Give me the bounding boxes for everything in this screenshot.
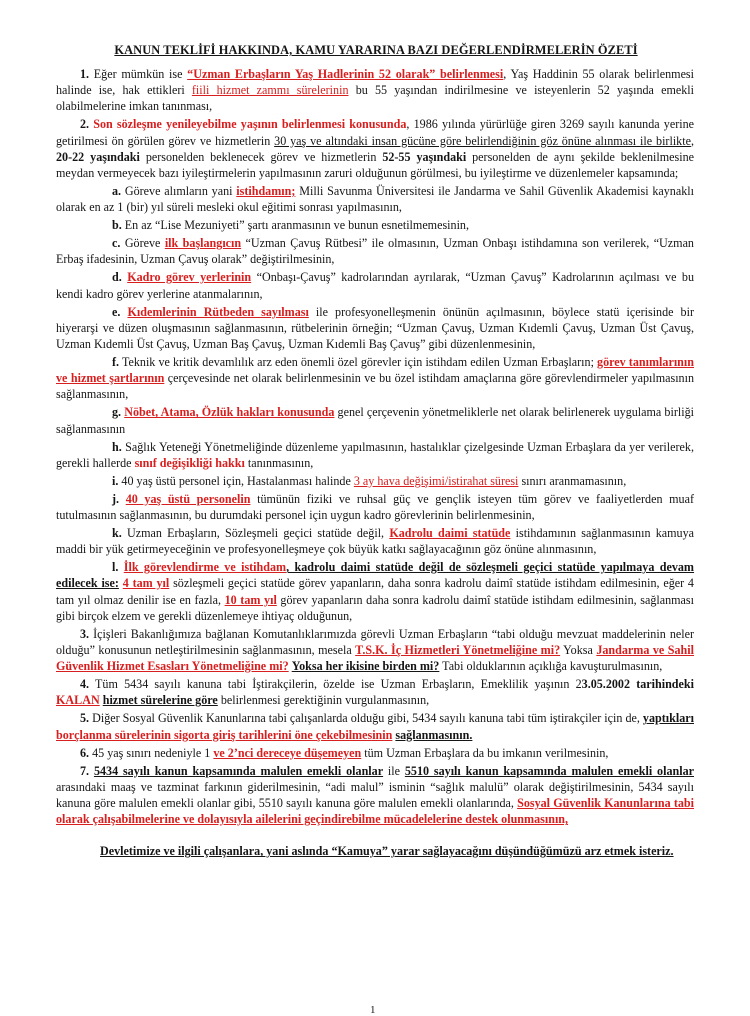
paragraph — [56, 269, 694, 301]
text-run: f. — [112, 355, 120, 370]
text-run: çerçevesinde net olarak belirlenmesinin ve bu özel istihdam amaçlarına göre görevlendirmeler yapılmasının sağlanmasının, — [56, 371, 695, 402]
text-run: belirlenmesi gerektiğinin vurgulanmasının, — [217, 693, 430, 708]
highlighted-text: ilk başlangıcın — [164, 236, 242, 251]
text-run: 7. — [80, 763, 90, 778]
text-run: sağlanmasının. — [395, 727, 473, 742]
text-run: 45 yaş sınırı nedeniyle 1 — [89, 745, 214, 760]
text-run: 2. — [80, 117, 90, 132]
text-run: , — [690, 133, 694, 148]
text-run: bu 55 yaşından indirilmesine ve isteyenlerin 52 yaşında emekli olabilmelerine imkan tanınması, — [56, 83, 695, 114]
text-run: yaptıkları — [642, 711, 694, 726]
text-run: “Onbaşı-Çavuş” kadrolarından ayrılarak, “Uzman Çavuş” Kadrolarının açılması ve bu kendi kadro görev yerlerine atanmalarının, — [56, 270, 694, 301]
text-run: istihdamının sağlanmasının kamuya maddi bir yük getirmeyeceğinin ve profesyonelleşmeye çok büyük katkı sağlayacağının göz önüne alınmasının, — [56, 526, 694, 557]
highlighted-text: KALAN — [56, 693, 100, 708]
text-run: Milli Savunma Üniversitesi ile Jandarma ve Sahil Güvenlik Akademisi kaynaklı olarak en az 1 (bir) yıl süreli mesleki okul eğitimi sonrası yapılmasının, — [56, 184, 694, 215]
text-run — [119, 492, 126, 506]
text-run: , kadrolu daimi statüde değil de sözleşmeli geçici statüde yapılmaya devam edilecek ise: — [56, 560, 695, 591]
text-run: 3.05.2002 tarihindeki — [581, 677, 694, 692]
text-run: b. — [112, 218, 122, 233]
page-number: 1 — [370, 1004, 376, 1016]
paragraph — [56, 763, 694, 828]
text-run: tanınmasının, — [244, 455, 314, 470]
text-run: ile — [383, 763, 405, 778]
paragraph — [56, 745, 694, 761]
highlighted-text: 3 ay hava değişimi/istirahat süresi — [353, 473, 519, 488]
text-run: Yoksa — [560, 643, 597, 658]
paragraph — [56, 183, 694, 215]
highlighted-text: ve 2’nci dereceye düşemeyen — [213, 745, 362, 760]
text-run: Göreve alımların yani — [121, 184, 237, 199]
text-run: Yoksa her ikisine birden mi? — [291, 659, 440, 674]
closing-statement: Devletimize ve ilgili çalışanlara, yani aslında “Kamuya” yarar sağlayacağını düşündüğümüzü arz etmek isteriz. — [100, 844, 674, 859]
text-run: c. — [112, 236, 121, 251]
text-run: genel çerçevenin yönetmeliklerle net olarak belirlenerek uygulama birliği sağlanmasının — [56, 405, 694, 436]
highlighted-text: fiili hizmet zammı sürelerinin — [191, 83, 349, 98]
highlighted-text: İlk görevlendirme ve istihdam — [123, 560, 287, 575]
text-run: k. — [112, 526, 122, 541]
highlighted-text: sınıf değişikliği hakkı — [134, 455, 245, 470]
text-run: 5. — [80, 711, 90, 726]
text-run: g. — [112, 405, 122, 420]
text-run: i. — [112, 473, 119, 488]
text-run: j. — [112, 491, 120, 506]
text-run: ile profesyonelleşmenin önünün açılmasının, böylece statü içerisinde bir hiyerarşi ve düzen oluşmasının sağlanmasının, rütbelerinin örneğin; “Uzman Çavuş, Uzman Kıdemli Çavuş, Uzman Üst Çavuş, Uzman Kıdemli Üst Çavuş, Uzman Baş Çavuş, Uzman Kıdemli Baş Çavuş” gibi düzenlenmesinin, — [56, 304, 694, 352]
paragraph — [56, 439, 694, 471]
highlighted-text: Kadro görev yerlerinin — [127, 270, 252, 285]
text-run: tüm Uzman Erbaşlara da bu imkanın verilmesinin, — [361, 745, 609, 760]
text-run: tümünün fiziki ve ruhsal güç ve gençlik isteyen tüm görev ve faaliyetlerden muaf tutulmasının sağlanmasının, bu durumdaki personel için uygun kadro görevlerinin belirlenmesinin, — [56, 491, 695, 523]
text-run: En az “Lise Mezuniyeti” şartı aranmasının ve bunun esnetilmemesinin, — [121, 218, 470, 233]
text-run: Sağlık Yeteneği Yönetmeliğinde düzenleme yapılmasının, hastalıklar çizelgesinde Uzman Erbaşlara da yer verilerek, gerekli hallerde — [56, 439, 694, 470]
highlighted-text: 10 tam yıl — [224, 592, 277, 607]
text-run: Tabi olduklarının açıklığa kavuşturulmasının, — [439, 659, 663, 674]
text-run: 3. — [80, 626, 90, 641]
paragraph — [56, 710, 694, 742]
text-run: Tüm 5434 sayılı kanuna tabi İştirakçilerin, özelde ise Uzman Erbaşların, Emeklilik yaşının 2 — [89, 677, 582, 692]
text-run: 52-55 yaşındaki — [382, 149, 467, 164]
text-run: Eğer mümkün ise — [89, 67, 188, 81]
text-run: hizmet sürelerine göre — [102, 693, 218, 708]
text-run: Uzman Erbaşların, Sözleşmeli geçici statüde değil, — [121, 526, 390, 541]
text-run: 30 yaş ve altındaki insan gücüne göre belirlendiğinin göz önüne alınması ile birlikte — [274, 133, 691, 148]
highlighted-text: Jandarma ve Sahil Güvenlik Hizmet Esasları Yönetmeliğine mi? — [56, 643, 694, 674]
paragraph — [56, 559, 694, 624]
paragraph — [56, 473, 694, 489]
text-run: h. — [112, 439, 122, 454]
text-run: 40 yaş üstü personel için, Hastalanması halinde — [118, 473, 354, 488]
highlighted-text: istihdamın; — [236, 184, 296, 199]
highlighted-text: Kıdemlerinin Rütbeden sayılması — [127, 304, 309, 319]
paragraph — [56, 217, 694, 233]
paragraph — [56, 491, 694, 523]
text-run: 6. — [80, 745, 90, 760]
text-run: 4. — [80, 677, 90, 692]
highlighted-text: Nöbet, Atama, Özlük hakları konusunda — [124, 405, 335, 420]
document-title: KANUN TEKLİFİ HAKKINDA, KAMU YARARINA BAZI DEĞERLENDİRMELERİN ÖZETİ — [114, 43, 638, 57]
highlighted-text: “Uzman Erbaşların Yaş Hadlerinin 52 olarak” belirlenmesi — [187, 67, 504, 81]
highlighted-text: borçlanma sürelerinin sigorta giriş tarihlerini öne çekebilmesinin — [56, 727, 393, 742]
text-run: “Uzman Çavuş Rütbesi” ile olmasının, Uzman Onbaşı istihdamına son verilerek, “Uzman Erbaş ifadesinin, Uzman Çavuş olarak” değiştirilmesinin, — [56, 236, 694, 267]
text-run: personelden beklenecek görev ve hizmetlerin — [139, 149, 383, 164]
highlighted-text: 40 yaş üstü personelin — [125, 491, 251, 506]
document-body — [56, 66, 694, 861]
highlighted-text: T.S.K. İç Hizmetleri Yönetmeliğine mi? — [355, 643, 561, 658]
text-run: 20-22 yaşındaki — [56, 149, 140, 164]
paragraph — [56, 235, 694, 267]
text-run: 5510 sayılı kanun kapsamında malulen emekli olanlar — [404, 763, 694, 778]
text-run: sınırı aranmamasının, — [518, 473, 627, 488]
highlighted-text: Son sözleşme yenileyebilme yaşının belirlenmesi konusunda — [93, 117, 407, 132]
paragraph — [56, 354, 694, 403]
text-run: sözleşmeli geçici statüde görev yapanların, daha sonra kadrolu daimî statüde istihdam edilmesinin, eğer 4 tam yıl olmaz denilir ise en fazla, — [56, 576, 694, 607]
highlighted-text: Sosyal Güvenlik Kanunlarına tabi olarak çalışabilmelerine ve dolayısıyla ailelerini geçindirebilme mücadelelerine destek olunmasının, — [56, 796, 694, 827]
paragraph — [56, 626, 694, 675]
paragraph — [56, 304, 694, 353]
text-run: l. — [112, 560, 119, 575]
text-run: arasındaki maaş ve tazminat farkının giderilmesinin, “adi malul” isminin “sağlık malulü” olarak değiştirilmesinin, 5434 sayılı kanuna göre malulen emekli olanlar gibi, 5510 sayılı kanuna göre malulen emekli olanlarında, — [56, 779, 694, 811]
text-run: 5434 sayılı kanun kapsamında malulen emekli olanlar — [93, 763, 384, 778]
paragraph — [56, 525, 694, 557]
paragraph — [56, 404, 694, 436]
paragraph — [56, 116, 694, 181]
text-run: , 1986 yılında yürürlüğe giren 3269 sayılı kanunda yerine getirilmesi ön görülen görev ve hizmetlerin — [56, 117, 694, 148]
paragraph — [56, 66, 694, 115]
text-run: , Yaş Haddinin 55 olarak belirlenmesi halinde ise, hak ettikleri — [56, 67, 695, 98]
text-run: Teknik ve kritik devamlılık arz eden önemli özel görevler için istihdam edilen Uzman Erbaşların; — [119, 355, 598, 370]
text-run: Göreve — [120, 236, 165, 251]
text-run: a. — [112, 184, 122, 199]
text-run: Diğer Sosyal Güvenlik Kanunlarına tabi çalışanlarda olduğu gibi, 5434 sayılı kanuna tabi tüm iştirakçiler için de, — [89, 711, 643, 726]
text-run: İçişleri Bakanlığımıza bağlanan Komutanlıklarımızda görevli Uzman Erbaşların “tabi olduğu mevzuat maddelerinin neler olduğu” konusunun netleştirilmesinin sağlanmasının, mesela — [56, 626, 694, 658]
text-run: personelden de aynı şekilde beklenilmesine meydan vermeyecek bazı iyileştirmelerin yapılmasının zaruri olduğunun görülmesi, bu iyileştirme ve düzenlemeler kapsamında; — [56, 149, 694, 181]
text-run: d. — [112, 270, 122, 285]
highlighted-text: 4 tam yıl — [122, 576, 170, 591]
text-run: e. — [112, 304, 121, 319]
highlighted-text: Kadrolu daimi statüde — [389, 526, 511, 541]
paragraph — [56, 676, 694, 708]
highlighted-text: görev tanımlarının ve hizmet şartlarının — [56, 355, 694, 386]
text-run: 1. — [80, 67, 90, 81]
text-run: görev yapanların daha sonra kadrolu daimî statüde istihdam edilmesinin, sağlanması gibi birçok elzem ve gerekli düzenlemeye ihtiyaç olduğunun, — [56, 592, 694, 623]
